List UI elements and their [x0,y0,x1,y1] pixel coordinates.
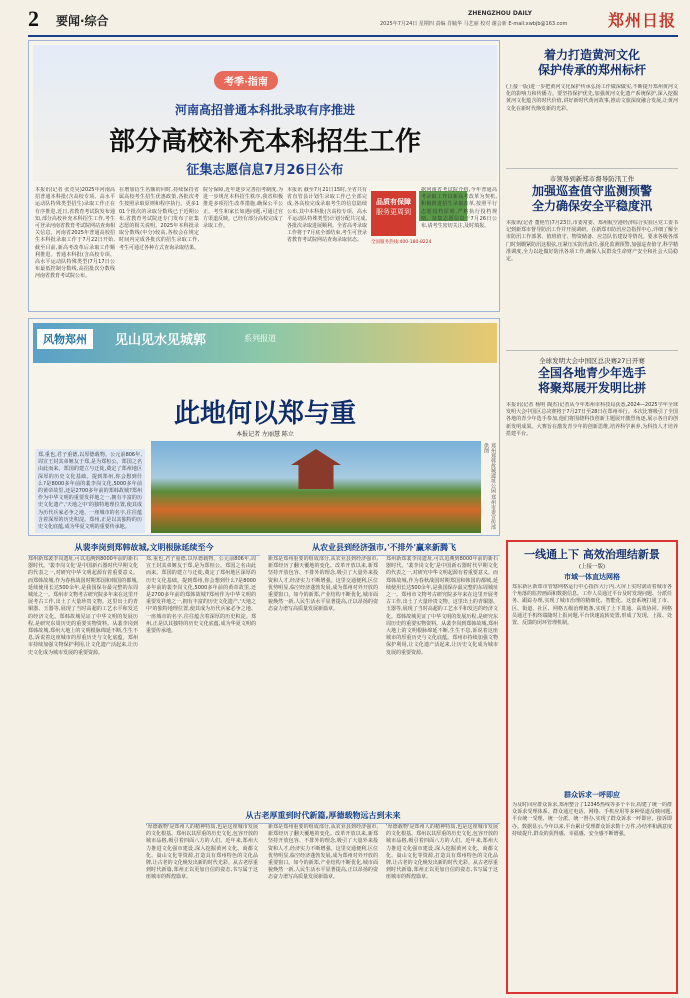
section3-heading: 从古老厚重到时代新篇,厚德载物远古到未来 [146,810,500,824]
story1-body: (上接一版)进一步把黄河文化保护传承弘扬工作做深做实,不断提升郑州黄河文化的影响力和传播力。要坚持保护优先,加强黄河文化遗产系统保护,深入挖掘黄河文化蕴含的时代价值,讲好新时代黄河故事,推动文旅深度融合发展,让黄河文化在新时代焕发新的光彩。 [506,84,678,112]
right-column [506,40,678,994]
section2-col1: 新郑是郑州重要的组成部分,从农业县到经济强市,新郑经历了翻天覆地的变化。改革开放以来,新郑坚持开放包容、不排外的理念,吸引了大量外来投资和人才,经济实力不断增强。这里交通便利,区位优势明显,临空经济蓬勃发展,成为郑州对外开放的重要窗口。如今的新郑,产业结构不断优化,城市面貌焕然一新,人民生活水平显著提高,正以昂扬的姿态奋力谱写高质量发展新篇章。 [268,556,378,613]
gaokao-col5: 据河南省考试院介绍,今年普通高考录取工作以新高考改革为契机,积极推进招生录取改革,按照平行志愿投档原则,严格执行投档规则。征集志愿信息于7月26日公布,请考生密切关注,及时填报。 [421,187,497,230]
culture-body [28,540,500,994]
story4-body2: 为及时回应群众诉求,郑州整合了12345热线等多个平台,构建了统一的群众诉求受理体系。群众通过电话、网络、手机应用等多种渠道反映问题,平台统一受理、统一分派、统一督办,实现了群众诉求一呼即应、接诉即办。数据显示,今年以来,平台累计受理群众诉求数十万件,办结率和满意度持续提升,群众的获得感、幸福感、安全感不断增强。 [512,802,672,837]
edition-label: ZHENGZHOU DAILY [468,10,532,17]
section1-heading: 从裴李岗到郑韩故城,文明根脉延续至今 [28,542,260,556]
divider [506,168,678,169]
section3-col1: '厚德载物'是郑州人的精神特质,也是这座城市发展的文化根基。郑州以其厚重的历史文化,包容开放的城市品格,吸引着四面八方的人们。近年来,郑州大力推进文化强市建设,深入挖掘黄河文化、商都文化、嵩山文化等资源,打造具有郑州特色的文化品牌,让古老的文化焕发出新的时代光彩。从古老厚重到时代新篇,郑州正以更加自信的姿态,书写属于这座城市的辉煌篇章。 [146,824,258,881]
story4-body1: 郑东新区新郑市管辖网格运行中心指挥大厅内,大屏上实时滚动着城市各个角落的监控画面和数据信息。工作人员通过平台及时发现问题、分派任务、跟踪办理,实现了城市治理的精细化、智能化。这套系统打通了市、区、街道、社区、网格五级治理链条,实现了上下贯通、高效协同。网格员通过手机终端随时上报问题,平台快速流转处置,形成了发现、上报、处置、反馈的闭环管理机制。 [512,584,672,627]
page-number: 2 [28,6,39,31]
story2-title-line2: 全力确保安全平稳度汛 [531,199,652,213]
culture-title: 此地何以郑与重 [173,399,356,429]
story1-title-line1: 着力打造黄河文化 [543,48,640,62]
story4-box [506,540,678,994]
culture-header [28,318,500,536]
ad-box [371,191,416,236]
culture-photo [151,441,481,533]
story4-title: 一线通上下 高效治理结新景 [524,548,660,561]
culture-banner: 见山见水见城郭 [115,333,207,348]
story3-title [506,366,678,396]
gaokao-pretitle: 河南高招普通本科批录取有序推进 [174,103,355,117]
story2-title-line1: 加强巡查值守监测预警 [531,184,652,198]
story1-title-line2: 保护传承的郑州标杆 [537,63,646,77]
ad-phone: 全国服务热线:400-180-8224 [371,240,432,245]
divider [506,350,678,351]
story2-kicker: 市领导到新郑市督导防汛工作 [549,175,635,183]
section1-col1: 郑州新郑裴李岗遗址,可以追溯到8000年前的新石器时代。'裴李岗文化'是中国新石器时代早期文化的代表之一,对研究中华文明起源有着重要意义。而郑韩故城,作为春秋战国时期郑国和韩国的都城,延续使用长达500余年,是我国保存最完整的东周城址之一。郑州市文物考古研究院多年来在这里开展考古工作,出土了大量珍贵文物。这里出土的青铜器、玉器等,展现了当时高超的工艺水平和发达的经济文化。郑韩故城见证了中华文明的发展历程,是研究东周历史的重要实物资料。从裴李岗到郑韩故城,郑州大地上的文明根脉绵延不断,生生不息,诉说着这座城市的厚重历史与文化底蕴。郑州市持续加强文物保护利用,让文化遗产活起来,让历史文化成为城市发展的重要资源。 [28,556,138,656]
section3-col2: 新郑是郑州重要的组成部分,从农业县到经济强市,新郑经历了翻天覆地的变化。改革开放以来,新郑坚持开放包容、不排外的理念,吸引了大量外来投资和人才,经济实力不断增强。这里交通便利,区位优势明显,临空经济蓬勃发展,成为郑州对外开放的重要窗口。如今的新郑,产业结构不断优化,城市面貌焕然一新,人民生活水平显著提高,正以昂扬的姿态奋力谱写高质量发展新篇章。 [268,824,378,881]
culture-banner-sub: 系列报道 [244,334,276,343]
pavilion-image [291,449,341,489]
issue-line: 2025年7月24日 星期四 责编 肖毓华 马艺丽 校对 谢会新 E-mail:xwbjb@163.com [380,21,568,27]
story4-sub: (上接一版) [578,564,606,570]
ad-subtitle: 服务更周到 [376,208,411,216]
gaokao-article [28,40,500,312]
section2-col2: 郑州新郑裴李岗遗址,可以追溯到8000年前的新石器时代。'裴李岗文化'是中国新石器时代早期文化的代表之一,对研究中华文明起源有着重要意义。而郑韩故城,作为春秋战国时期郑国和韩国的都城,延续使用长达500余年,是我国保存最完整的东周城址之一。郑州市文物考古研究院多年来在这里开展考古工作,出土了大量珍贵文物。这里出土的青铜器、玉器等,展现了当时高超的工艺水平和发达的经济文化。郑韩故城见证了中华文明的发展历程,是研究东周历史的重要实物资料。从裴李岗到郑韩故城,郑州大地上的文明根脉绵延不断,生生不息,诉说着这座城市的厚重历史与文化底蕴。郑州市持续加强文物保护利用,让文化遗产活起来,让历史文化成为城市发展的重要资源。 [386,556,498,656]
gaokao-subtitle: 征集志愿信息7月26日公布 [186,163,344,178]
story3-title-line2: 将聚郑展开发明比拼 [537,381,646,395]
newspaper-logo: 郑州日报 [608,11,677,30]
photo-caption: 郑州郑韩故城遗址公园 郑州市委宣传部供图 [483,443,496,530]
gaokao-col4: 本报讯 截至7月21日15时,全省共有省直管县计划生录取工作已全部完成,各高校完成录取考生的信息陆续公布,其中本科批(含高校专项、高水平运动队特殊类型)计划分配共完成,各批次录取进展顺利。全省高考录取工作将于7月底全部结束,考生可登录省教育考试院网站查询录取状态。 [287,187,367,244]
section2-heading: 从农业县到经济强市,'不排外'赢来新腾飞 [268,542,500,556]
gaokao-col2: 在增加招生名额的同时,持续保持省属高校考生招生优惠政策,各批次考生按照录取原则和程序执行。更多101个批次的录取分数线已于近期公布,省教育考试院还专门发布了征集志愿的相关说明。2025年本科批录取分数线(中分)较高,各校会在规定时间内完成各批次的招生录取工作,考生可通过各种方式查询录取结果。 [119,187,199,251]
gaokao-col3: 院分保障,近年逐步完善招考制度,为进一步规范本科招生秩序,我省积极推进多项招生改革措施,确保公平公正。考生和家长如遇问题,可通过官方渠道反映。已经有部分高校完成了录取工作。 [203,187,283,230]
story2-body: 本报讯(记者 董艳竹)7月23日,市委常委、郑州航空港经济综合实验区党工委书记到新郑市督导防汛工作并开展调研。在新郑市防汛应急指挥中心,详细了解全市防汛工作部署、值班值守、物资储备、应急队伍建设等情况。要求各级各部门时刻绷紧防汛这根弦,压紧压实防汛责任,强化监测预警,加强巡查值守,科学精准调度,全力以赴做好防汛各项工作,确保人民群众生命财产安全和社会大局稳定。 [506,220,678,263]
story1-title [506,48,678,78]
story4-heading2: 群众诉求一呼即应 [564,791,620,799]
section-title: 要闻·综合 [56,14,109,28]
ad-title: 品质有保障 [376,198,411,206]
gaokao-col1: 本报讯(记者 张竞昊)2025年河南高招普通本科批(含高校专项、高水平运动队特殊类型招生)录取工作正在有序推进,近日,省教育考试院发布通知,部分高校补充本科招生工作,考生可登录河南省教育考试院网站查询相关信息。河南省2025年普通高校招生本科批录取工作于7月22日开始,截至目前,新高考改革后录取工作顺利推进。普通本科批(含高校专项、高水平运动队特殊类型)7月17日公布最低控制分数线,高招批次分数线河南省教育考试院公布。 [35,187,115,280]
story3-body: 本报讯(记者 杨明 陶杰)记者从今年郑州市科技局获悉,2024—2025学年全球发明大会中国区总决赛将于7月27日至28日在郑州举行。本次比赛吸引了全国各地的青少年选手参加,他们将围绕科技创新主题展开激烈角逐,展示各自的创新发明成果。大赛旨在激发青少年的创新思维,培养科学素养,为科技人才培养搭建平台。 [506,402,678,437]
header-rule [28,35,678,37]
gaokao-kicker: 考季·指南 [214,71,278,90]
gaokao-title: 部分高校补充本科招生工作 [108,127,421,157]
story3-kicker: 全球发明大会中国区总决赛27日开赛 [539,357,645,365]
section3-col3: '厚德载物'是郑州人的精神特质,也是这座城市发展的文化根基。郑州以其厚重的历史文化,包容开放的城市品格,吸引着四面八方的人们。近年来,郑州大力推进文化强市建设,深入挖掘黄河文化、商都文化、嵩山文化等资源,打造具有郑州特色的文化品牌,让古老的文化焕发出新的时代光彩。从古老厚重到时代新篇,郑州正以更加自信的姿态,书写属于这座城市的辉煌篇章。 [386,824,498,881]
section1-col2: 郑,重也,君子重德,以厚德载物。公元前806年,周宣王封其弟姬友于郑,是为郑桓公。郑国之名由此而来。郑国的建立与迁徙,奠定了郑州地区深厚的历史文化基础。提到郑州,你会想到什么?是8000多年前的裴李岗文化,5000多年前的黄帝故里,还是2700多年前的郑韩故城?郑州作为中华文明的重要发祥地之一,拥有丰富的历史文化遗产,'天地之中'的独特地理位置,使其成为历代兵家必争之地。一座城市的名字,往往蕴含着深厚的历史积淀。郑州,正是以其独特的历史文化底蕴,成为华夏文明的重要传承地。 [146,556,256,635]
story2-title [506,184,678,214]
culture-tag: 风物郑州 [37,329,93,349]
story3-title-line1: 全国各地青少年选手 [537,366,646,380]
culture-lead: 郑,重也,君子重德,以厚德载物。公元前806年,周宣王封其弟姬友于郑,是为郑桓公。郑国之名由此而来。郑国的建立与迁徙,奠定了郑州地区深厚的历史文化基础。提到郑州,你会想到什么?是8000多年前的裴李岗文化,5000多年前的黄帝故里,还是2700多年前的郑韩故城?郑州作为中华文明的重要发祥地之一,拥有丰富的历史文化遗产,'天地之中'的独特地理位置,使其成为历代兵家必争之地。一座城市的名字,往往蕴含着深厚的历史积淀。郑州,正是以其独特的历史文化底蕴,成为华夏文明的重要传承地。 [35,449,145,533]
culture-byline: 本报记者 左丽慧 陈立 [236,431,294,438]
story4-heading1: 市域一体直达网格 [564,573,620,581]
